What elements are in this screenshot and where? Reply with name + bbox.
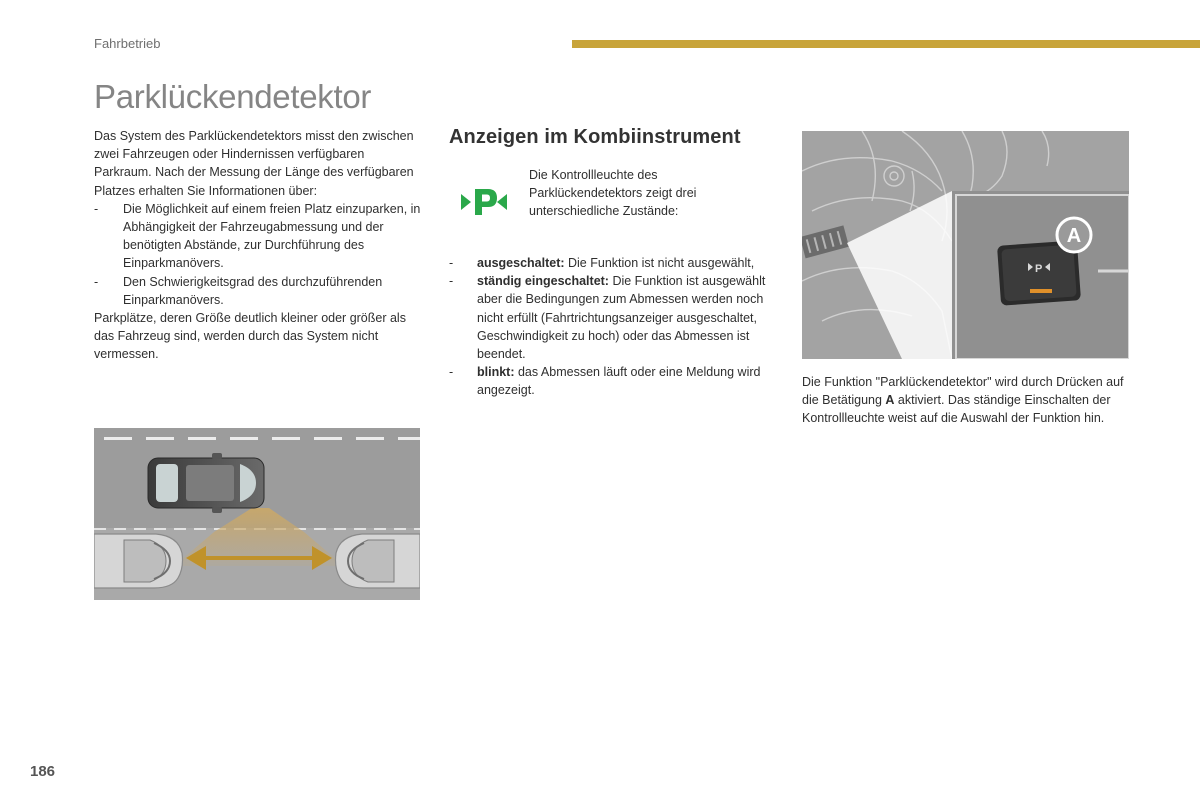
- callout-a-icon: [1057, 218, 1091, 252]
- park-assist-warning-light-icon: [458, 184, 510, 220]
- parked-car-right: [336, 534, 421, 588]
- indicator-states-column: [449, 254, 779, 400]
- button-reference: A: [885, 393, 895, 408]
- bullet-dash: -: [449, 256, 454, 270]
- state-term: blinkt:: [477, 365, 515, 380]
- list-item: [449, 272, 779, 363]
- activation-paragraph: Die Funktion "Parklückendetektor" wird durch Drücken auf die Betätigung A aktiviert. Das ständige Einschalten der Kontrollleuchte weist auf die Auswahl der Funktion hin.: [802, 375, 1124, 426]
- bullet-dash: -: [449, 274, 454, 289]
- state-description: Die Funktion ist ausgewählt aber die Bedingungen zum Abmessen werden noch nicht erfüllt (Fahrtrichtungsanzeiger ausgeschaltet, Geschwindigkeit zu hoch) oder das Abmessen ist beendet.: [477, 274, 766, 362]
- activation-column: [802, 373, 1132, 428]
- page-number: 186: [30, 763, 56, 780]
- intro-bullet-list: [94, 200, 424, 309]
- svg-text:P: P: [1035, 263, 1043, 275]
- bullet-dash: -: [449, 365, 454, 380]
- state-term: ausgeschaltet:: [477, 256, 565, 270]
- state-term: ständig eingeschaltet:: [477, 274, 609, 289]
- state-description: das Abmessen läuft oder eine Meldung wird angezeigt.: [477, 365, 761, 398]
- parking-space-illustration: [94, 428, 420, 600]
- parked-car-left: [94, 534, 183, 588]
- list-item: - Den Schwierigkeitsgrad des durchzuführenden Einparkmanövers.: [94, 274, 383, 307]
- bullet-dash: -: [94, 201, 99, 216]
- list-item: [449, 363, 779, 399]
- header-accent-rule: [572, 40, 1200, 48]
- dashboard-control-illustration: [802, 131, 1129, 359]
- indicator-states-list: [449, 254, 779, 400]
- list-item: [449, 254, 779, 272]
- page-title: Parklückendetektor: [94, 78, 372, 115]
- section-label: Fahrbetrieb: [94, 36, 161, 51]
- intro-closing: Parkplätze, deren Größe deutlich kleiner oder größer als das Fahrzeug sind, werden durch das System nicht vermessen.: [94, 311, 406, 362]
- measuring-car: [148, 453, 264, 513]
- list-item: - Die Möglichkeit auf einem freien Platz einzuparken, in Abhängigkeit der Fahrzeugabmessung und der benötigten Abstände, zur Durchführung des Einparkmanövers.: [94, 201, 421, 271]
- state-description: Die Funktion ist nicht ausgewählt,: [564, 256, 755, 270]
- bullet-dash: -: [94, 274, 99, 289]
- intro-paragraph: Das System des Parklückendetektors misst den zwischen zwei Fahrzeugen oder Hindernissen verfügbaren Parkraum. Nach der Messung der Länge des verfügbaren Platzes erhalten Sie Informationen über:: [94, 129, 414, 198]
- callout-a-label: A: [1066, 225, 1082, 247]
- indicator-description: Die Kontrollleuchte des Parklückendetektors zeigt drei unterschiedliche Zustände:: [529, 168, 697, 219]
- intro-column: [94, 127, 424, 364]
- section-heading-display: Anzeigen im Kombiinstrument: [449, 126, 741, 148]
